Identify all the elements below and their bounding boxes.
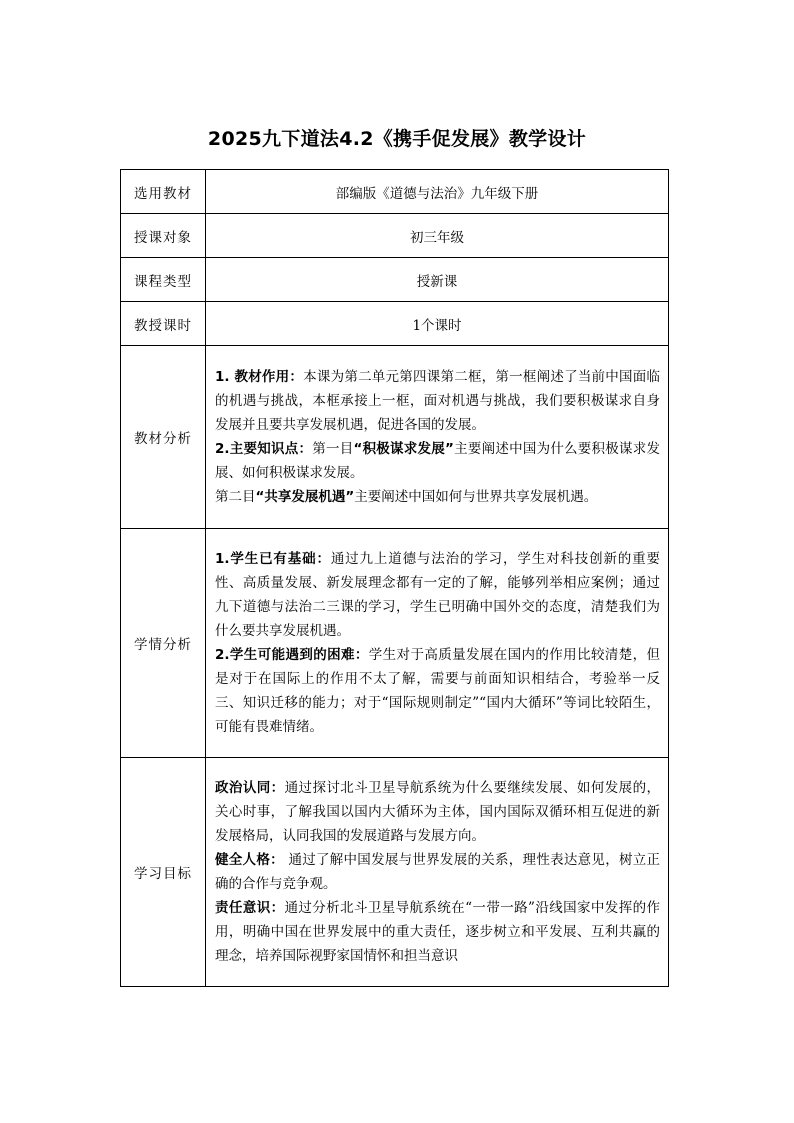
text: 学生对于高质量发展在国内的作用比较清楚，但是对于在国际上的作用不太了解，需要与前面知识相结合，考验举一反三、知识迁移的能力；对于“国际规则制定”“国内大循环”等词比较陌生，可能有畏难情绪。 [215,647,661,735]
table-row [121,529,669,758]
paragraph [215,848,660,896]
objectives-cell [206,758,669,987]
document-title: 2025九下道法4.2《携手促发展》教学设计 [207,128,587,150]
row-label: 课程类型 [121,258,206,302]
text: 通过九上道德与法治的学习，学生对科技创新的重要性、高质量发展、新发展理念都有一定的了解，能够列举相应案例；通过九下道德与法治二三课的学习，学生已明确中国外交的态度，清楚我们为什么要共享发展机遇。 [215,551,661,639]
row-label: 教材分析 [121,346,206,529]
bold-lead: 2.主要知识点： [215,441,313,457]
text: 主要阐述中国为什么要积极谋求发展、如何积极谋求发展。 [215,441,661,481]
row-label: 学习目标 [121,758,206,987]
bold-term: “积极谋求发展” [353,441,454,457]
table-row [121,758,669,987]
row-label: 授课对象 [121,214,206,258]
paragraph [215,643,660,739]
text: 本课为第二单元第四课第二框，第一框阐述了当前中国面临的机遇与挑战，本框承接上一框，面对机遇与挑战，我们要积极谋求自身发展并且要共享发展机遇，促进各国的发展。 [215,369,660,433]
row-value: 初三年级 [206,214,669,258]
paragraph [215,896,660,968]
bold-lead: 2.学生可能遇到的困难： [215,647,369,663]
row-label: 学情分析 [121,529,206,758]
table-row [121,302,669,346]
row-label: 教授课时 [121,302,206,346]
text: 通过了解中国发展与世界发展的关系，理性表达意见，树立正确的合作与竞争观。 [215,852,661,892]
row-value: 部编版《道德与法治》九年级下册 [206,170,669,214]
material-analysis-cell [206,346,669,529]
table-row [121,214,669,258]
bold-lead: 责任意识： [215,900,285,916]
student-analysis-cell [206,529,669,758]
paragraph [215,547,660,643]
row-label: 选用教材 [121,170,206,214]
bold-lead: 政治认同： [215,780,285,796]
text: 通过探讨北斗卫星导航系统为什么要继续发展、如何发展的，关心时事，了解我国以国内大循环为主体，国内国际双循环相互促进的新发展格局，认同我国的发展道路与发展方向。 [215,780,661,844]
row-value: 1个课时 [206,302,669,346]
table-row [121,170,669,214]
paragraph [215,485,660,509]
bold-term: “共享发展机遇” [255,489,355,505]
bold-lead: 健全人格： [215,852,284,868]
paragraph [215,365,660,437]
text: 通过分析北斗卫星导航系统在“一带一路”沿线国家中发挥的作用，明确中国在世界发展中的重大责任，逐步树立和平发展、互利共赢的理念，培养国际视野家国情怀和担当意识 [215,900,660,964]
bold-lead: 1. 教材作用： [215,369,304,385]
table-row [121,258,669,302]
text: 主要阐述中国如何与世界共享发展机遇。 [354,489,598,505]
paragraph [215,437,660,485]
text: 第一目 [312,441,354,457]
text: 第二目 [215,489,256,505]
row-value: 授新课 [206,258,669,302]
bold-lead: 1.学生已有基础： [215,551,331,567]
paragraph [215,776,660,848]
lesson-plan-table [120,169,669,987]
table-row [121,346,669,529]
